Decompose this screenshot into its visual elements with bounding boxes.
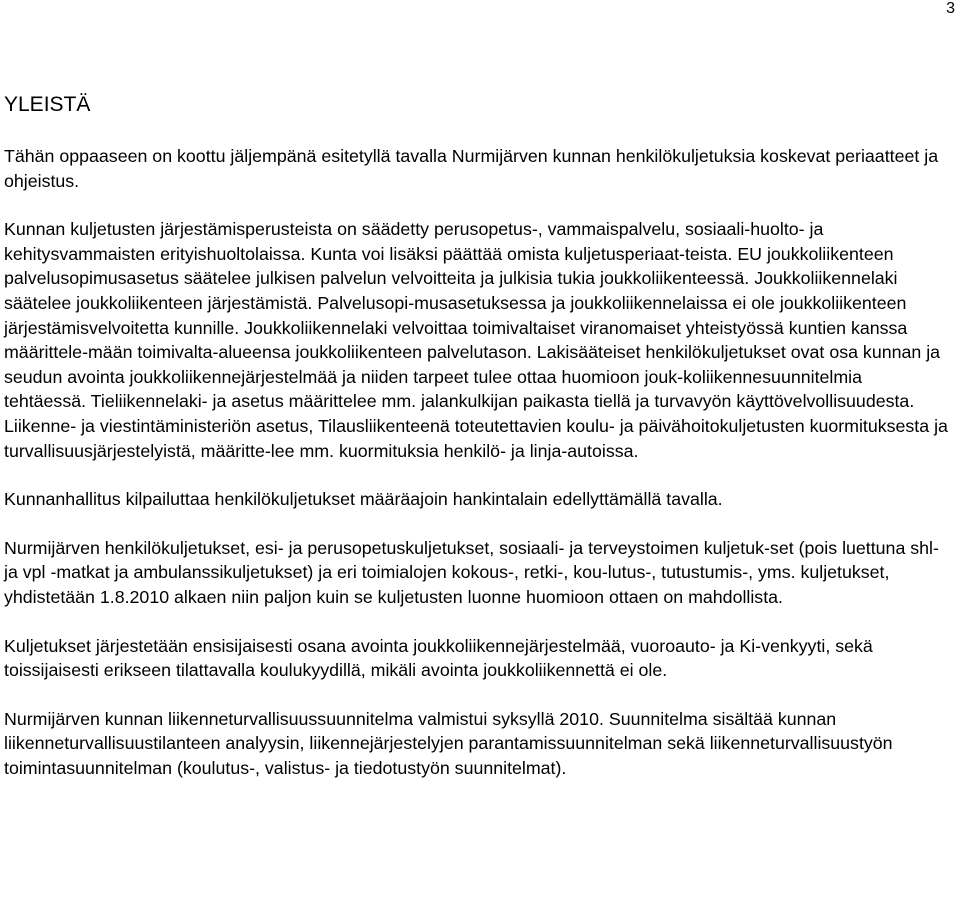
paragraph-combined-transport: Nurmijärven henkilökuljetukset, esi- ja perusopetuskuljetukset, sosiaali- ja terveystoimen kuljetuk-set (pois luettuna shl- ja vpl -matkat ja ambulanssikuljetukset) ja eri toimialojen kokous-, retki-, kou-lutus-, tutustumis-, yms. kuljetukset, yhdistetään 1.8.2010 alkaen niin paljon kuin se kuljetusten luonne huomioon ottaen on mahdollista. — [4, 537, 939, 607]
section-heading: YLEISTÄ — [4, 93, 91, 116]
document-body — [4, 92, 948, 804]
paragraph-traffic-safety-plan: Nurmijärven kunnan liikenneturvallisuussuunnitelma valmistui syksyllä 2010. Suunnitelma sisältää kunnan liikenneturvallisuustilanteen analyysin, liikennejärjestelyjen parantamissuunnitelman sekä liikenneturvallisuustyön toimintasuunnitelman (koulutus-, valistus- ja tiedotustyön suunnitelmat). — [4, 708, 893, 778]
paragraph-tendering: Kunnanhallitus kilpailuttaa henkilökuljetukset määräajoin hankintalain edellyttämällä tavalla. — [4, 489, 723, 510]
paragraph-intro: Tähän oppaaseen on koottu jäljempänä esitetyllä tavalla Nurmijärven kunnan henkilökuljetuksia koskevat periaatteet ja ohjeistus. — [4, 146, 939, 191]
paragraph-public-transport: Kuljetukset järjestetään ensisijaisesti osana avointa joukkoliikennejärjestelmää, vuoroauto- ja Ki-venkyyti, sekä toissijaisesti erikseen tilattavalla koulukyydillä, mikäli avointa joukkoliikennettä ei ole. — [4, 635, 873, 681]
page-number: 3 — [946, 0, 955, 17]
paragraph-legislation: Kunnan kuljetusten järjestämisperusteista on säädetty perusopetus-, vammaispalvelu, sosiaali-huolto- ja kehitysvammaisten erityishuoltolaissa. Kunta voi lisäksi päättää omista kuljetusperiaat-teista. EU joukkoliikenteen palvelusopimusasetus säätelee julkisen palvelun velvoitteita ja julkisia tukia joukkoliikenteessä. Joukkoliikennelaki säätelee joukkoliikenteen järjestämistä. Palvelusopi-musasetuksessa ja joukkoliikennelaissa ei ole joukkoliikenteen järjestämisvelvoitetta kunnille. Joukkoliikennelaki velvoittaa toimivaltaiset viranomaiset yhteistyössä kuntien kanssa määrittele-mään toimivalta-alueensa joukkoliikenteen palvelutason. Lakisääteiset henkilökuljetukset ovat osa kunnan ja seudun avointa joukkoliikennejärjestelmää ja niiden tarpeet tulee ottaa huomioon jouk-koliikennesuunnitelmia tehtäessä. Tieliikennelaki- ja asetus määrittelee mm. jalankulkijan paikasta tiellä ja turvavyön käyttövelvollisuudesta. Liikenne- ja viestintäministeriön asetus, Tilausliikenteenä toteutettavien koulu- ja päivähoitokuljetusten kuormituksesta ja turvallisuusjärjestelyistä, määritte-lee mm. kuormituksia henkilö- ja linja-autoissa. — [4, 219, 948, 461]
